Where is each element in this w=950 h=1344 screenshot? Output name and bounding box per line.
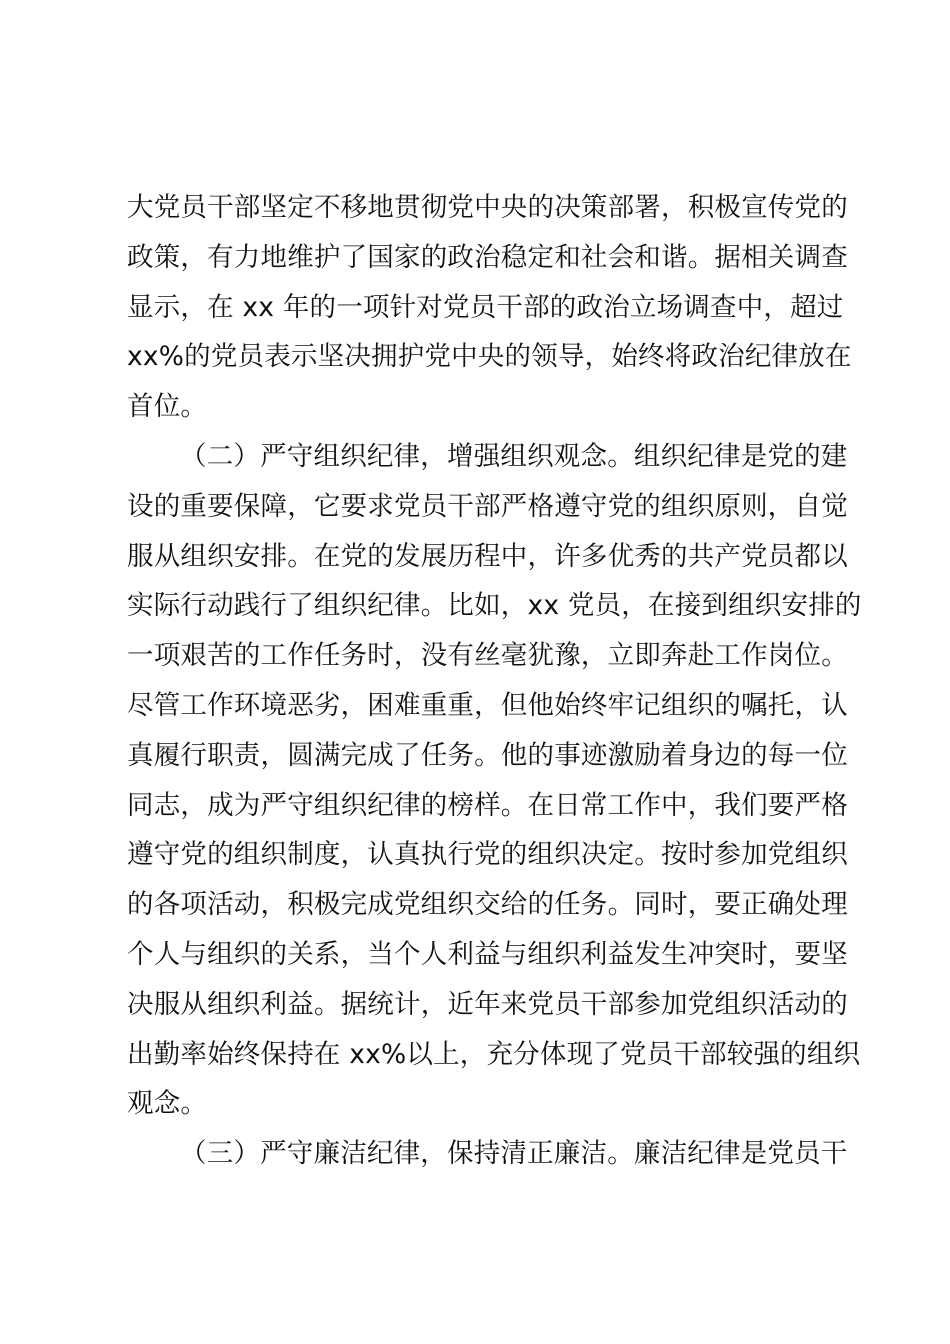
paragraph-1-line-4: xx%的党员表示坚决拥护党中央的领导，始终将政治纪律放在 bbox=[127, 341, 852, 373]
paragraph-2-line-13: 出勤率始终保持在 xx%以上，充分体现了党员干部较强的组织 bbox=[127, 1038, 861, 1070]
paragraph-1-line-2: 政策，有力地维护了国家的政治稳定和社会和谐。据相关调查 bbox=[127, 241, 848, 273]
paragraph-2-line-11: 个人与组织的关系，当个人利益与组织利益发生冲突时，要坚 bbox=[127, 938, 848, 970]
paragraph-2-line-7: 真履行职责，圆满完成了任务。他的事迹激励着身边的每一位 bbox=[127, 739, 848, 771]
paragraph-2-line-1: （二）严守组织纪律，增强组织观念。组织纪律是党的建 bbox=[180, 440, 848, 472]
paragraph-2-line-5: 一项艰苦的工作任务时，没有丝毫犹豫，立即奔赴工作岗位。 bbox=[127, 640, 848, 672]
document-body bbox=[127, 183, 862, 1179]
paragraph-1-line-3: 显示，在 xx 年的一项针对党员干部的政治立场调查中，超过 bbox=[127, 291, 844, 323]
paragraph-2-line-8: 同志，成为严守组织纪律的榜样。在日常工作中，我们要严格 bbox=[127, 789, 848, 821]
paragraph-1-line-1: 大党员干部坚定不移地贯彻党中央的决策部署，积极宣传党的 bbox=[127, 192, 848, 223]
paragraph-2-line-14: 观念。 bbox=[127, 1088, 208, 1120]
paragraph-2-line-4: 实际行动践行了组织纪律。比如，xx 党员，在接到组织安排的 bbox=[127, 590, 862, 622]
paragraph-2-line-6: 尽管工作环境恶劣，困难重重，但他始终牢记组织的嘱托，认 bbox=[127, 689, 848, 721]
paragraph-2-line-3: 服从组织安排。在党的发展历程中，许多优秀的共产党员都以 bbox=[127, 540, 848, 572]
paragraph-1-line-5: 首位。 bbox=[127, 391, 208, 423]
paragraph-2-line-10: 的各项活动，积极完成党组织交给的任务。同时，要正确处理 bbox=[127, 889, 848, 921]
paragraph-2-line-2: 设的重要保障，它要求党员干部严格遵守党的组织原则，自觉 bbox=[127, 490, 848, 522]
paragraph-3-line-1: （三）严守廉洁纪律，保持清正廉洁。廉洁纪律是党员干 bbox=[180, 1138, 848, 1170]
paragraph-2-line-9: 遵守党的组织制度，认真执行党的组织决定。按时参加党组织 bbox=[127, 839, 848, 871]
paragraph-2-line-12: 决服从组织利益。据统计，近年来党员干部参加党组织活动的 bbox=[127, 988, 848, 1020]
